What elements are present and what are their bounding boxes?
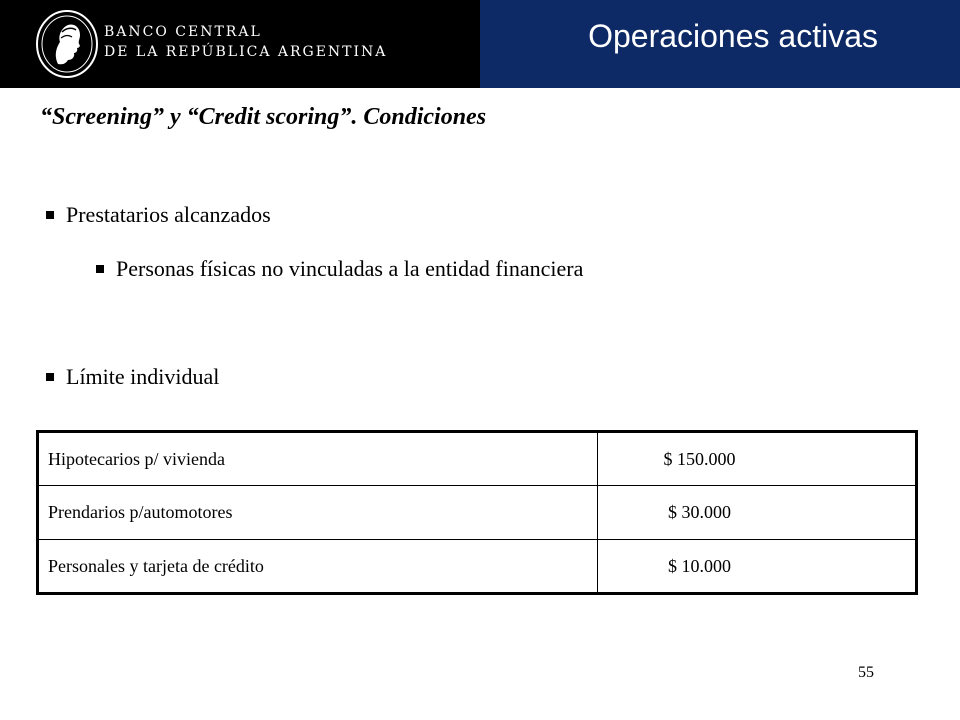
bullet-text: Prestatarios alcanzados [66,202,271,227]
section-title: Operaciones activas [588,18,878,54]
bank-logo-emblem-icon [34,8,100,80]
bank-name-line1: BANCO CENTRAL [104,24,262,40]
square-bullet-icon [46,211,54,219]
header-left-panel [0,0,480,88]
page-number: 55 [858,664,874,681]
limits-table [36,430,918,595]
square-bullet-icon [96,265,104,273]
square-bullet-icon [46,373,54,381]
limit-value: $ 10.000 [598,540,917,594]
bullet-text: Límite individual [66,364,220,389]
limit-value: $ 150.000 [598,432,917,486]
bullet-individual-limit [46,364,219,390]
table-row [38,432,917,486]
limit-value: $ 30.000 [598,486,917,540]
table-row [38,486,917,540]
bullet-borrowers [46,202,271,228]
table-row [38,540,917,594]
limit-label: Hipotecarios p/ vivienda [38,432,598,486]
bank-name-line2: DE LA REPÚBLICA ARGENTINA [104,44,388,60]
limit-label: Prendarios p/automotores [38,486,598,540]
bullet-text: Personas físicas no vinculadas a la entidad financiera [116,256,584,281]
bank-name [104,22,387,62]
bullet-natural-persons [96,256,583,282]
slide-title: “Screening” y “Credit scoring”. Condiciones [40,104,487,130]
limit-label: Personales y tarjeta de crédito [38,540,598,594]
